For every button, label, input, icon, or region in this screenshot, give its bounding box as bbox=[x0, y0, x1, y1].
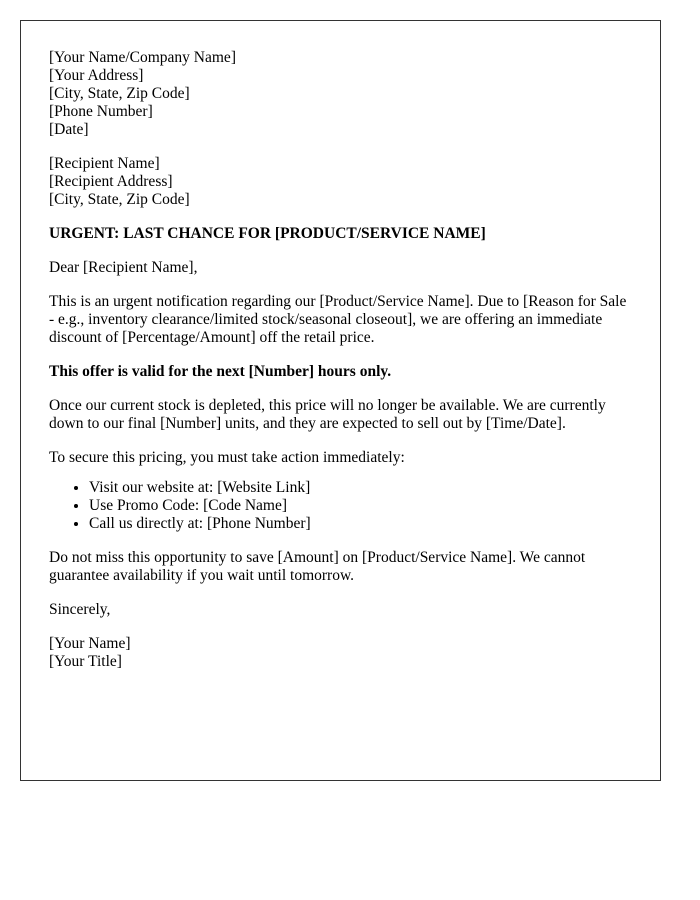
validity-notice: This offer is valid for the next [Number] hours only. bbox=[49, 363, 392, 380]
sender-block bbox=[49, 49, 632, 139]
closing-salutation: Sincerely, bbox=[49, 601, 111, 618]
salutation: Dear [Recipient Name], bbox=[49, 259, 198, 276]
sender-phone: [Phone Number] bbox=[49, 103, 153, 120]
closing-paragraph: Do not miss this opportunity to save [Amount] on [Product/Service Name]. We cannot guarantee availability if you wait until tomorrow. bbox=[49, 549, 586, 584]
intro-paragraph: This is an urgent notification regarding our [Product/Service Name]. Due to [Reason for Sale - e.g., inventory clearance/limited stock/seasonal closeout], we are offering an immediate discount of [Percentage/Amount] off the retail price. bbox=[49, 293, 627, 346]
sender-name: [Your Name/Company Name] bbox=[49, 49, 236, 66]
signature-block bbox=[49, 635, 632, 671]
recipient-block bbox=[49, 155, 632, 209]
recipient-city-state-zip: [City, State, Zip Code] bbox=[49, 191, 190, 208]
sender-address: [Your Address] bbox=[49, 67, 144, 84]
action-item-promo-code: • Use Promo Code: [Code Name] bbox=[89, 497, 632, 515]
subject-line: URGENT: LAST CHANCE FOR [PRODUCT/SERVICE NAME] bbox=[49, 225, 486, 242]
action-item-website: • Visit our website at: [Website Link] bbox=[89, 479, 632, 497]
action-item-phone: • Call us directly at: [Phone Number] bbox=[89, 515, 632, 533]
signature-name: [Your Name] bbox=[49, 635, 131, 652]
action-list bbox=[49, 479, 632, 533]
sender-city-state-zip: [City, State, Zip Code] bbox=[49, 85, 190, 102]
stock-paragraph: Once our current stock is depleted, this price will no longer be available. We are currently down to our final [Number] units, and they are expected to sell out by [Time/Date]. bbox=[49, 397, 606, 432]
letter-date: [Date] bbox=[49, 121, 89, 138]
recipient-address: [Recipient Address] bbox=[49, 173, 173, 190]
recipient-name: [Recipient Name] bbox=[49, 155, 160, 172]
letter-page bbox=[20, 20, 661, 781]
signature-title: [Your Title] bbox=[49, 653, 122, 670]
action-lead: To secure this pricing, you must take action immediately: bbox=[49, 449, 405, 466]
